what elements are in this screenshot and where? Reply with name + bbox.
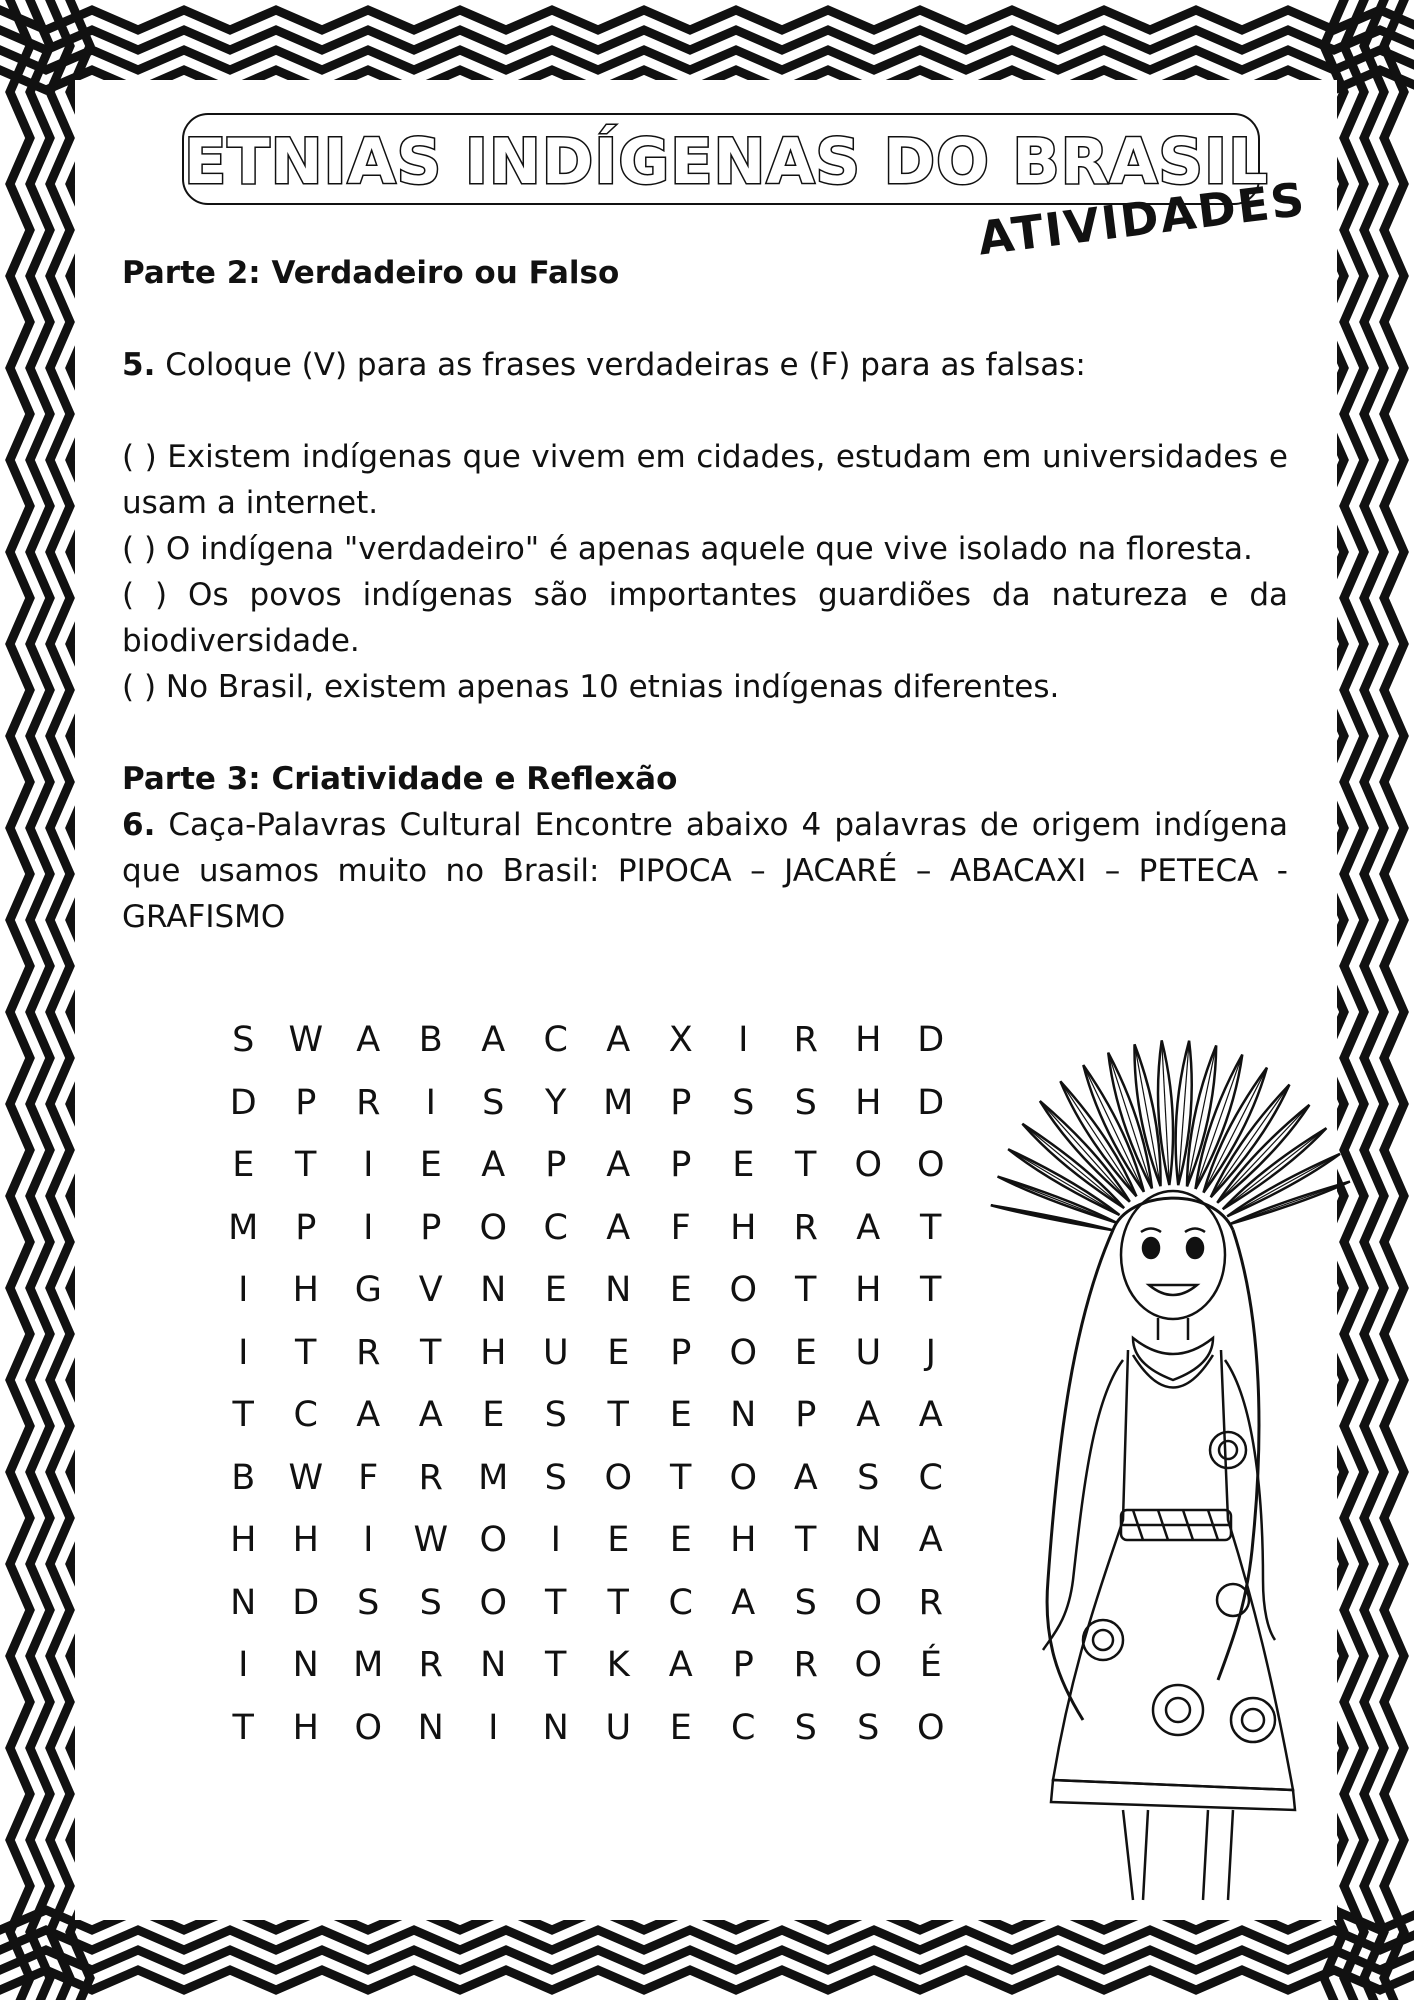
grid-cell[interactable]: I bbox=[738, 1020, 749, 1060]
grid-cell[interactable]: A bbox=[481, 1020, 506, 1060]
indigenous-girl-illustration bbox=[963, 1020, 1413, 1920]
grid-cell[interactable]: S bbox=[482, 1082, 505, 1123]
grid-cell[interactable]: T bbox=[545, 1645, 567, 1685]
grid-cell[interactable]: P bbox=[420, 1207, 442, 1248]
grid-cell[interactable]: I bbox=[363, 1145, 374, 1185]
grid-cell[interactable]: Y bbox=[545, 1082, 567, 1123]
grid-cell[interactable]: M bbox=[603, 1082, 634, 1123]
grid-cell[interactable]: É bbox=[919, 1645, 942, 1685]
grid-cell[interactable]: S bbox=[732, 1082, 755, 1123]
grid-cell[interactable]: T bbox=[295, 1145, 317, 1185]
grid-cell[interactable]: C bbox=[918, 1457, 943, 1498]
grid-cell[interactable]: T bbox=[545, 1582, 567, 1623]
grid-cell[interactable]: H bbox=[855, 1270, 882, 1310]
grid-cell[interactable]: T bbox=[232, 1395, 254, 1435]
grid-cell[interactable]: E bbox=[607, 1332, 630, 1373]
grid-cell[interactable]: H bbox=[855, 1082, 882, 1123]
page-title: ETNIAS INDÍGENAS DO BRASIL bbox=[184, 125, 1269, 198]
grid-cell[interactable]: R bbox=[918, 1582, 943, 1623]
title-banner bbox=[182, 113, 1269, 205]
grid-cell[interactable]: U bbox=[542, 1332, 569, 1373]
grid-cell[interactable]: O bbox=[729, 1270, 758, 1310]
grid-cell[interactable]: I bbox=[488, 1707, 499, 1748]
grid-cell[interactable]: E bbox=[669, 1395, 692, 1435]
grid-cell[interactable]: O bbox=[854, 1145, 883, 1185]
grid-cell[interactable]: N bbox=[855, 1520, 882, 1560]
grid-cell[interactable]: B bbox=[231, 1457, 256, 1498]
grid-cell[interactable]: I bbox=[363, 1207, 374, 1248]
grid-cell[interactable]: O bbox=[729, 1457, 758, 1498]
grid-cell[interactable]: J bbox=[925, 1332, 936, 1373]
grid-cell[interactable]: S bbox=[232, 1020, 255, 1060]
grid-cell[interactable]: A bbox=[856, 1395, 881, 1435]
part3-heading: Parte 3: Criatividade e Reflexão bbox=[122, 761, 678, 797]
grid-cell[interactable]: O bbox=[354, 1707, 383, 1748]
grid-cell[interactable]: A bbox=[918, 1395, 943, 1435]
grid-cell[interactable]: N bbox=[480, 1270, 507, 1310]
grid-cell[interactable]: A bbox=[356, 1020, 381, 1060]
worksheet-content bbox=[122, 250, 1288, 940]
grid-cell[interactable]: O bbox=[916, 1707, 945, 1748]
q6-text: Caça-Palavras Cultural Encontre abaixo 4 palavras de origem indígena que usamos muito no Brasil: PIPOCA – JACARÉ – ABACAXI – PETECA - GRAFISMO bbox=[122, 807, 1288, 935]
grid-cell[interactable]: P bbox=[795, 1395, 817, 1435]
grid-cell[interactable]: P bbox=[670, 1332, 692, 1373]
grid-cell[interactable]: H bbox=[480, 1332, 507, 1373]
grid-cell[interactable]: S bbox=[794, 1582, 817, 1623]
grid-cell[interactable]: S bbox=[357, 1582, 380, 1623]
statement-2[interactable]: ( ) O indígena "verdadeiro" é apenas aquele que vive isolado na floresta. bbox=[122, 531, 1253, 567]
grid-cell[interactable]: R bbox=[793, 1020, 818, 1060]
grid-cell[interactable]: I bbox=[238, 1270, 249, 1310]
grid-cell[interactable]: U bbox=[605, 1707, 632, 1748]
grid-cell[interactable]: I bbox=[550, 1520, 561, 1560]
grid-cell[interactable]: A bbox=[731, 1582, 756, 1623]
grid-cell[interactable]: I bbox=[238, 1645, 249, 1685]
grid-cell[interactable]: E bbox=[669, 1520, 692, 1560]
feather-shaft bbox=[1040, 1101, 1130, 1202]
grid-cell[interactable]: H bbox=[230, 1520, 257, 1560]
grid-cell[interactable]: P bbox=[295, 1207, 317, 1248]
grid-cell[interactable]: W bbox=[413, 1520, 449, 1560]
grid-cell[interactable]: H bbox=[855, 1020, 882, 1060]
grid-cell[interactable]: P bbox=[670, 1145, 692, 1185]
grid-cell[interactable]: A bbox=[793, 1457, 818, 1498]
grid-cell[interactable]: R bbox=[356, 1332, 381, 1373]
grid-cell[interactable]: A bbox=[606, 1020, 631, 1060]
grid-cell[interactable]: P bbox=[295, 1082, 317, 1123]
grid-cell[interactable]: A bbox=[418, 1395, 443, 1435]
grid-cell[interactable]: O bbox=[916, 1145, 945, 1185]
grid-cell[interactable]: M bbox=[353, 1645, 384, 1685]
grid-cell[interactable]: E bbox=[669, 1707, 692, 1748]
grid-cell[interactable]: A bbox=[481, 1145, 506, 1185]
grid-cell[interactable]: M bbox=[228, 1207, 259, 1248]
grid-cell[interactable]: H bbox=[730, 1207, 757, 1248]
grid-cell[interactable]: T bbox=[607, 1395, 629, 1435]
grid-cell[interactable]: C bbox=[668, 1582, 693, 1623]
grid-cell[interactable]: M bbox=[478, 1457, 509, 1498]
grid-cell[interactable]: B bbox=[418, 1020, 443, 1060]
page-subtitle: ATIVIDADES bbox=[975, 171, 1309, 266]
grid-cell[interactable]: D bbox=[917, 1082, 945, 1123]
feather-shaft bbox=[991, 1205, 1114, 1230]
grid-cell[interactable]: S bbox=[857, 1707, 880, 1748]
grid-cell[interactable]: E bbox=[732, 1145, 755, 1185]
grid-cell[interactable]: O bbox=[479, 1520, 508, 1560]
grid-cell[interactable]: E bbox=[607, 1520, 630, 1560]
grid-cell[interactable]: W bbox=[288, 1457, 324, 1498]
grid-cell[interactable]: W bbox=[288, 1020, 324, 1060]
grid-cell[interactable]: T bbox=[232, 1707, 254, 1748]
question-5 bbox=[122, 342, 1288, 388]
grid-cell[interactable]: C bbox=[293, 1395, 318, 1435]
grid-cell[interactable]: E bbox=[419, 1145, 442, 1185]
grid-cell[interactable]: A bbox=[356, 1395, 381, 1435]
grid-cell[interactable]: E bbox=[669, 1270, 692, 1310]
statement-3[interactable]: ( ) Os povos indígenas são importantes guardiões da natureza e da biodiversidade. bbox=[122, 577, 1288, 659]
grid-cell[interactable]: V bbox=[418, 1270, 443, 1310]
grid-cell[interactable]: S bbox=[419, 1582, 442, 1623]
grid-cell[interactable]: R bbox=[356, 1082, 381, 1123]
grid-cell[interactable]: F bbox=[358, 1457, 379, 1498]
grid-cell[interactable]: S bbox=[794, 1707, 817, 1748]
grid-cell[interactable]: O bbox=[729, 1332, 758, 1373]
grid-cell[interactable]: N bbox=[292, 1645, 319, 1685]
grid-cell[interactable]: A bbox=[606, 1145, 631, 1185]
grid-cell[interactable]: R bbox=[793, 1207, 818, 1248]
grid-cell[interactable]: P bbox=[732, 1645, 754, 1685]
grid-cell[interactable]: C bbox=[543, 1020, 568, 1060]
grid-cell[interactable]: O bbox=[854, 1582, 883, 1623]
word-search-grid[interactable] bbox=[212, 1020, 962, 1770]
grid-cell[interactable]: K bbox=[606, 1645, 630, 1685]
grid-cell[interactable]: T bbox=[795, 1145, 817, 1185]
grid-cell[interactable]: T bbox=[295, 1332, 317, 1373]
grid-cell[interactable]: O bbox=[479, 1582, 508, 1623]
grid-cell[interactable]: N bbox=[605, 1270, 632, 1310]
grid-cell[interactable]: E bbox=[544, 1270, 567, 1310]
grid-cell[interactable]: G bbox=[354, 1270, 382, 1310]
grid-cell[interactable]: I bbox=[238, 1332, 249, 1373]
grid-cell[interactable]: X bbox=[668, 1020, 693, 1060]
statement-4[interactable]: ( ) No Brasil, existem apenas 10 etnias indígenas diferentes. bbox=[122, 669, 1060, 705]
grid-cell[interactable]: D bbox=[292, 1582, 320, 1623]
grid-cell[interactable]: F bbox=[670, 1207, 691, 1248]
grid-cell[interactable]: A bbox=[918, 1520, 943, 1560]
grid-cell[interactable]: T bbox=[607, 1582, 629, 1623]
grid-cell[interactable]: A bbox=[606, 1207, 631, 1248]
grid-cell[interactable]: U bbox=[855, 1332, 882, 1373]
grid-cell[interactable]: E bbox=[794, 1332, 817, 1373]
grid-cell[interactable]: P bbox=[545, 1145, 567, 1185]
grid-cell[interactable]: N bbox=[542, 1707, 569, 1748]
grid-cell[interactable]: T bbox=[795, 1270, 817, 1310]
grid-cell[interactable]: P bbox=[670, 1082, 692, 1123]
grid-cell[interactable]: S bbox=[857, 1457, 880, 1498]
q5-number: 5. bbox=[122, 347, 156, 383]
grid-cell[interactable]: H bbox=[292, 1520, 319, 1560]
grid-cell[interactable]: N bbox=[480, 1645, 507, 1685]
part2-heading: Parte 2: Verdadeiro ou Falso bbox=[122, 255, 620, 291]
question-6 bbox=[122, 802, 1288, 940]
grid-cell[interactable]: I bbox=[363, 1520, 374, 1560]
grid-cell[interactable]: D bbox=[917, 1020, 945, 1060]
grid-cell[interactable]: T bbox=[795, 1520, 817, 1560]
grid-cell[interactable]: T bbox=[670, 1457, 692, 1498]
grid-cell[interactable]: N bbox=[417, 1707, 444, 1748]
grid-cell[interactable]: R bbox=[418, 1645, 443, 1685]
grid-cell[interactable]: H bbox=[292, 1707, 319, 1748]
grid-cell[interactable]: H bbox=[292, 1270, 319, 1310]
grid-cell[interactable]: R bbox=[418, 1457, 443, 1498]
statement-1[interactable]: ( ) Existem indígenas que vivem em cidades, estudam em universidades e usam a internet. bbox=[122, 439, 1288, 521]
grid-cell[interactable]: A bbox=[856, 1207, 881, 1248]
feather-shaft bbox=[1217, 1105, 1309, 1203]
grid-cell[interactable]: C bbox=[731, 1707, 756, 1748]
grid-cell[interactable]: R bbox=[793, 1645, 818, 1685]
grid-cell[interactable]: N bbox=[730, 1395, 757, 1435]
grid-cell[interactable]: S bbox=[544, 1395, 567, 1435]
grid-cell[interactable]: E bbox=[482, 1395, 505, 1435]
grid-cell[interactable]: O bbox=[604, 1457, 633, 1498]
grid-cell[interactable]: A bbox=[668, 1645, 693, 1685]
grid-cell[interactable]: O bbox=[479, 1207, 508, 1248]
grid-cell[interactable]: T bbox=[920, 1207, 942, 1248]
grid-cell[interactable]: T bbox=[420, 1332, 442, 1373]
grid-cell[interactable]: O bbox=[854, 1645, 883, 1685]
q5-text: Coloque (V) para as frases verdadeiras e (F) para as falsas: bbox=[155, 347, 1086, 383]
grid-cell[interactable]: D bbox=[229, 1082, 257, 1123]
q6-number: 6. bbox=[122, 807, 156, 843]
grid-cell[interactable]: N bbox=[230, 1582, 257, 1623]
grid-cell[interactable]: I bbox=[425, 1082, 436, 1123]
grid-cell[interactable]: C bbox=[543, 1207, 568, 1248]
worksheet-page bbox=[75, 80, 1337, 1920]
grid-cell[interactable]: S bbox=[544, 1457, 567, 1498]
grid-cell[interactable]: S bbox=[794, 1082, 817, 1123]
grid-cell[interactable]: T bbox=[920, 1270, 942, 1310]
grid-cell[interactable]: H bbox=[730, 1520, 757, 1560]
grid-cell[interactable]: E bbox=[232, 1145, 255, 1185]
